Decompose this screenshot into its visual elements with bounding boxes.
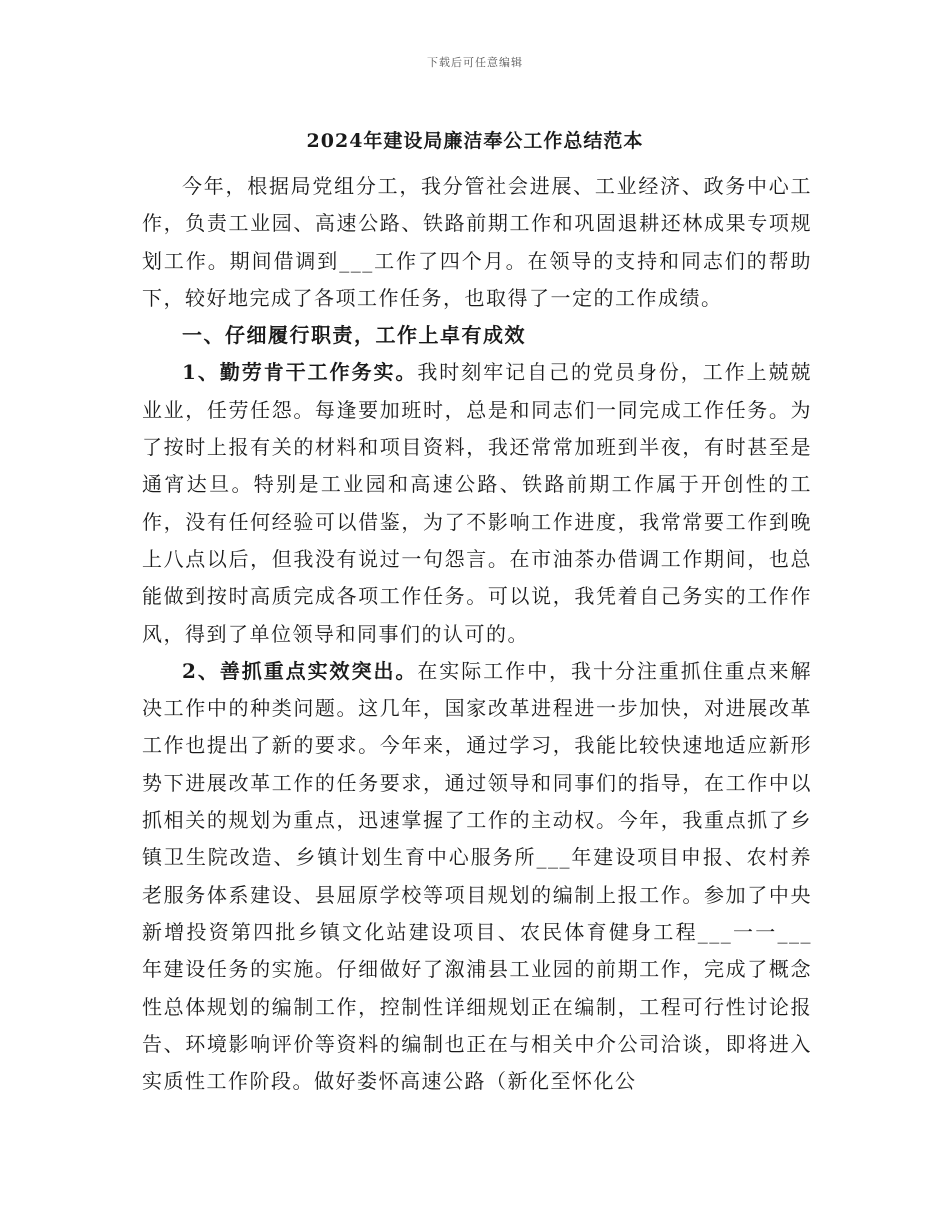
item-2-lead: 2、善抓重点实效突出。 — [182, 658, 418, 683]
header-note: 下载后可任意编辑 — [427, 56, 523, 69]
item-2-paragraph — [142, 653, 812, 1101]
document-body — [142, 168, 812, 1100]
document-title: 2024年建设局廉洁奉公工作总结范本 — [306, 130, 644, 152]
item-1-paragraph — [142, 354, 812, 652]
section-heading: 一、仔细履行职责，工作上卓有成效 — [182, 323, 526, 348]
item-1-lead: 1、勤劳肯干工作务实。 — [182, 360, 418, 385]
item-2-text: 在实际工作中，我十分注重抓住重点来解决工作中的种类问题。这几年，国家改革进程进一步加快，对进展改革工作也提出了新的要求。今年来，通过学习，我能比较快速地适应新形势下进展改革工作的任务要求，通过领导和同事们的指导，在工作中以抓相关的规划为重点，迅速掌握了工作的主动权。今年，我重点抓了乡镇卫生院改造、乡镇计划生育中心服务所___年建设项目申报、农村养老服务体系建设、县屈原学校等项目规划的编制上报工作。参加了中央新增投资第四批乡镇文化站建设项目、农民体育健身工程___一一___年建设任务的实施。仔细做好了溆浦县工业园的前期工作，完成了概念性总体规划的编制工作，控制性详细规划正在编制，工程可行性讨论报告、环境影响评价等资料的编制也正在与相关中介公司洽谈，即将进入实质性工作阶段。做好娄怀高速公路（新化至怀化公 — [142, 658, 812, 1094]
item-1-text: 我时刻牢记自己的党员身份，工作上兢兢业业，任劳任怨。每逢要加班时，总是和同志们一同完成工作任务。为了按时上报有关的材料和项目资料，我还常常加班到半夜，有时甚至是通宵达旦。特别是工业园和高速公路、铁路前期工作属于开创性的工作，没有任何经验可以借鉴，为了不影响工作进度，我常常要工作到晚上八点以后，但我没有说过一句怨言。在市油茶办借调工作期间，也总能做到按时高质完成各项工作任务。可以说，我凭着自己务实的工作作风，得到了单位领导和同事们的认可的。 — [142, 360, 812, 646]
intro-paragraph: 今年，根据局党组分工，我分管社会进展、工业经济、政务中心工作，负责工业园、高速公路、铁路前期工作和巩固退耕还林成果专项规划工作。期间借调到___工作了四个月。在领导的支持和同志们的帮助下，较好地完成了各项工作任务，也取得了一定的工作成绩。 — [142, 174, 812, 310]
